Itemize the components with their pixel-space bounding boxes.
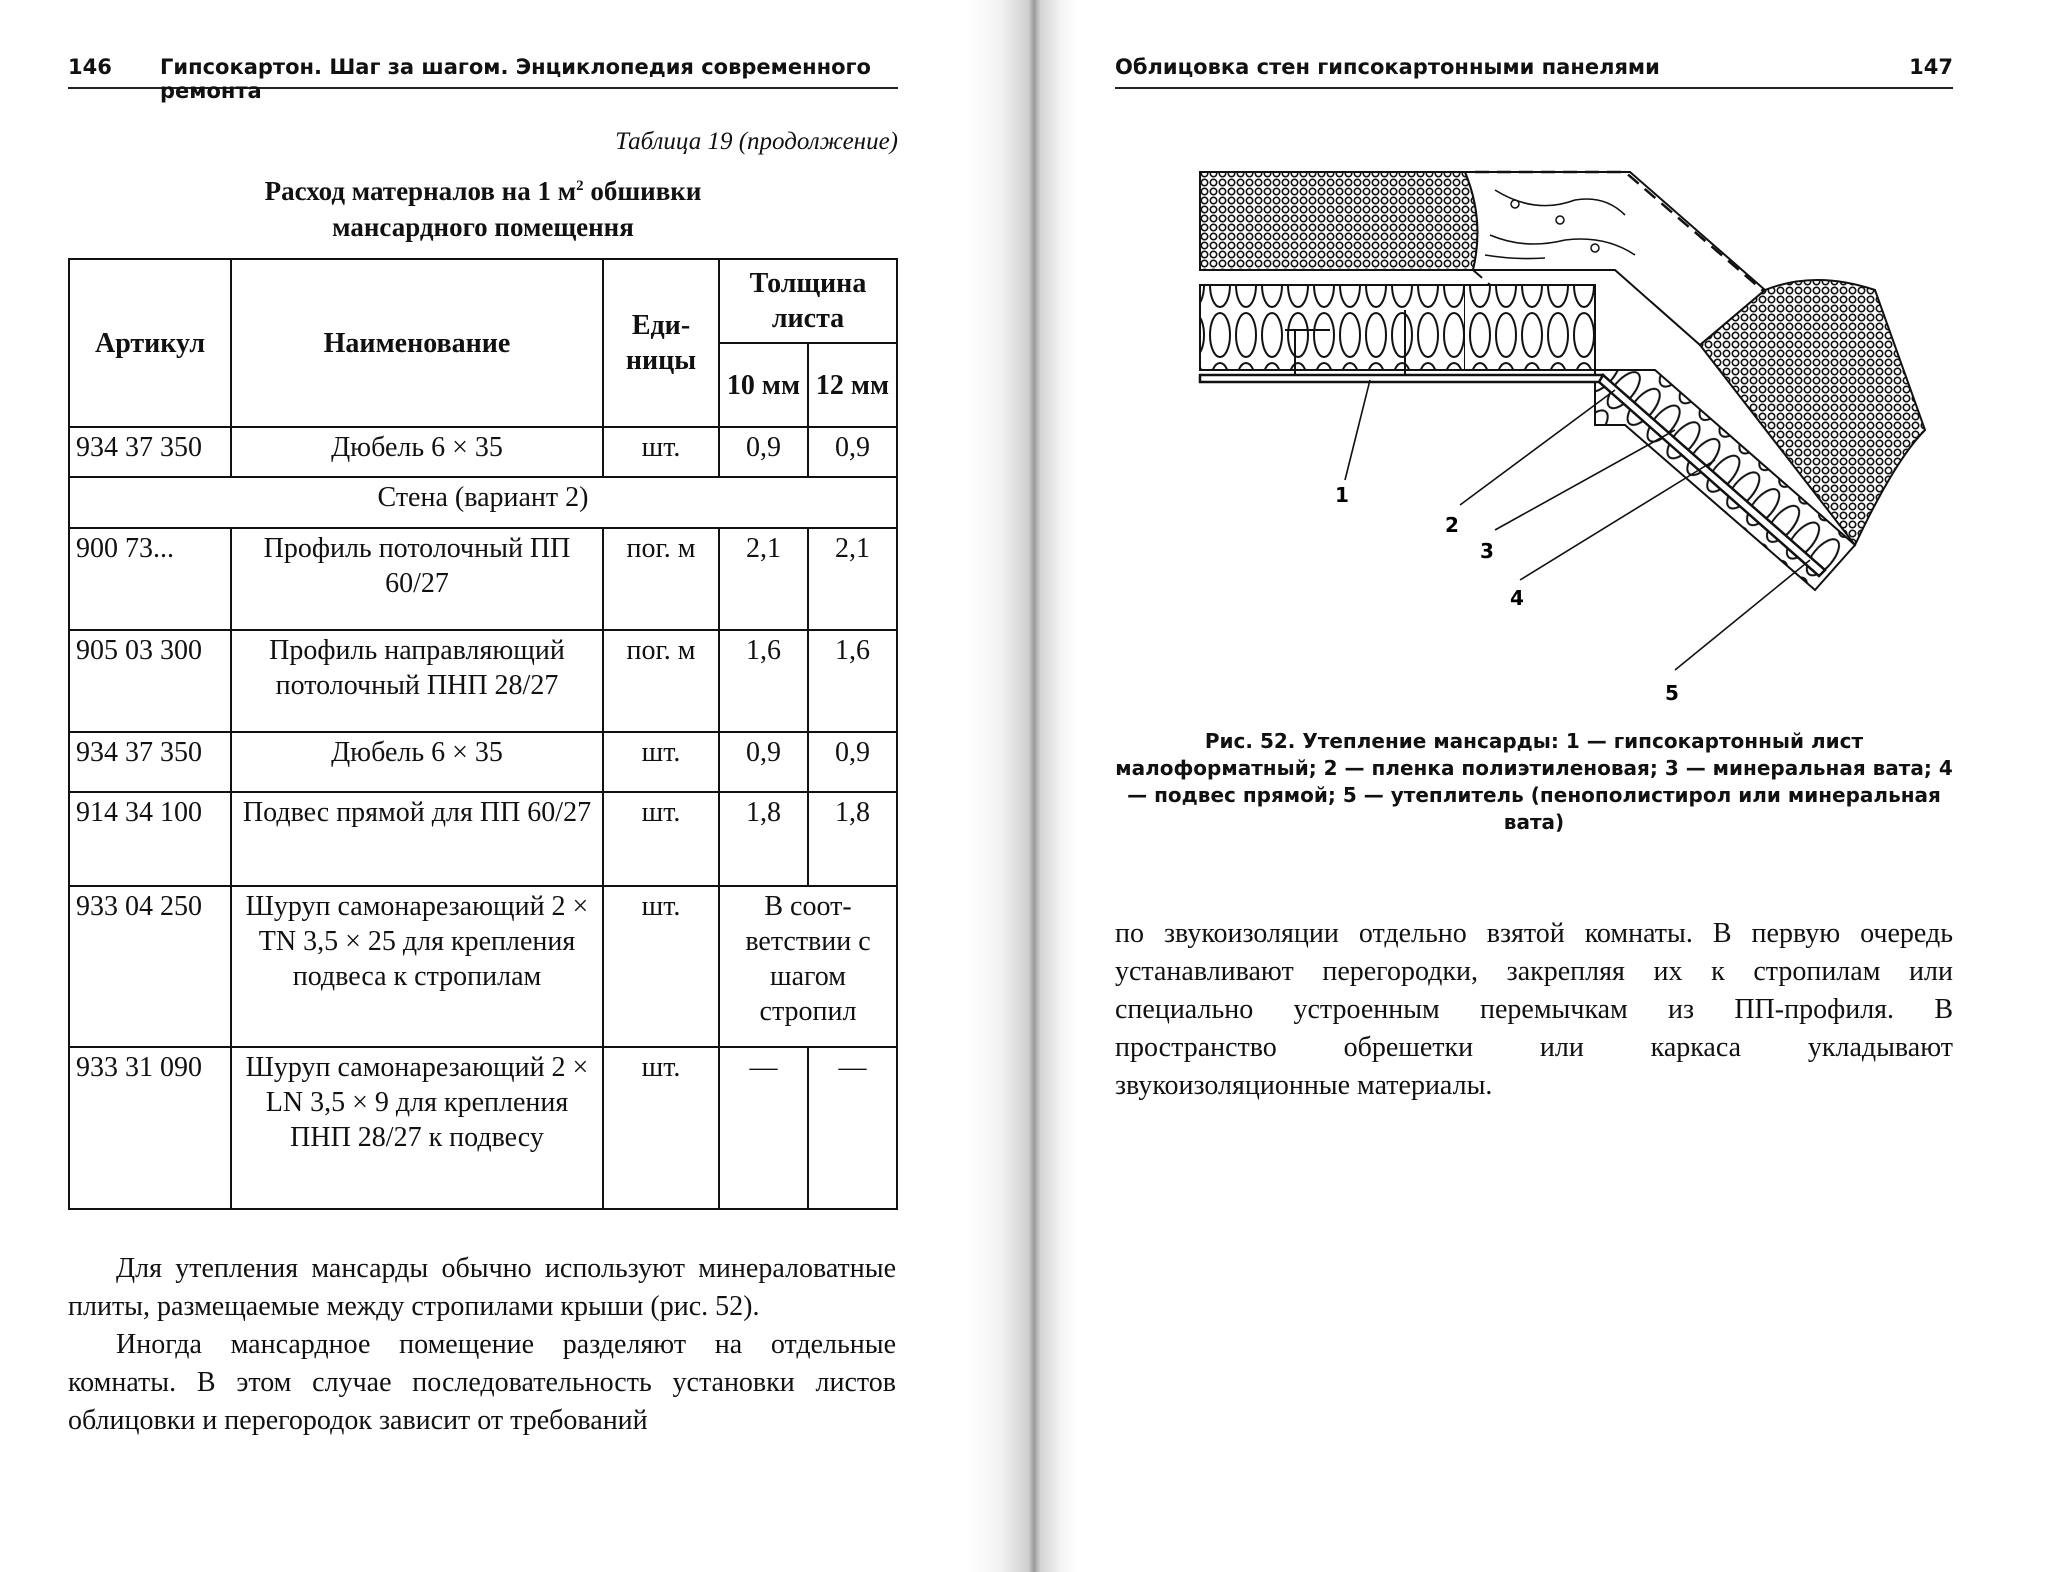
header-article: Артикул (69, 259, 231, 427)
table-row: 914 34 100 Подвес прямой для ПП 60/27 шт. 1,8 1,8 (69, 792, 897, 886)
mineral-wool-horizontal (1200, 285, 1465, 370)
page-number: 147 (1909, 55, 1953, 79)
label-4: 4 (1510, 586, 1524, 610)
running-header (68, 55, 898, 103)
table-row: 933 04 250 Шуруп самонарезающий 2 × TN 3,5 × 25 для крепления подвеса к стропилам шт. В соот-ветствии с шагом стропил (69, 886, 897, 1046)
figure-caption: Рис. 52. Утепление мансарды: 1 — гипсокартонный лист малоформатный; 2 — пленка полиэтиленовая; 3 — минеральная вата; 4 — подвес прямой; 5 — утеплитель (пенополистирол или минеральная вата) (1115, 729, 1953, 834)
running-head-title: Гипсокартон. Шаг за шагом. Энциклопедия современного ремонта (160, 55, 871, 103)
label-1: 1 (1335, 483, 1349, 507)
label-2: 2 (1445, 513, 1459, 537)
left-body-text (68, 1250, 896, 1440)
paragraph: по звукоизоляции отдельно взятой комнаты. В первую очередь устанавливают перегородки, закрепляя их к стропилам или специально устроенным перемычкам из ПП-профиля. В пространство обрешетки или каркаса укладывают звукоизоляционные материалы. (1115, 918, 1953, 1101)
attic-insulation-diagram (1155, 160, 1935, 720)
page-number: 146 (68, 55, 112, 79)
materials-table (68, 258, 898, 1210)
left-page (0, 0, 1010, 1572)
table-section-row: Стена (вариант 2) (69, 477, 897, 527)
table-row: 905 03 300 Профиль направляющий потолочный ПНП 28/27 пог. м 1,6 1,6 (69, 630, 897, 732)
running-header (1115, 55, 1953, 89)
table-caption: Таблица 19 (продолжение) (615, 128, 898, 155)
header-12mm: 12 мм (808, 343, 897, 427)
label-3: 3 (1480, 539, 1494, 563)
header-name: Наименование (231, 259, 603, 427)
header-10mm: 10 мм (719, 343, 808, 427)
right-page (1010, 0, 2048, 1572)
table-row: 933 31 090 Шуруп самонарезающий 2 × LN 3,5 × 9 для крепления ПНП 28/27 к подвесу шт. — — (69, 1047, 897, 1209)
table-row: 900 73... Профиль потолочный ПП 60/27 пог. м 2,1 2,1 (69, 528, 897, 630)
gypsum-board (1200, 375, 1603, 382)
foam-insulation-top (1200, 172, 1478, 270)
table-row: 934 37 350 Дюбель 6 × 35 шт. 0,9 0,9 (69, 732, 897, 792)
paragraph: Иногда мансардное помещение разделяют на отдельные комнаты. В этом случае последовательность установки листов облицовки и перегородок зависит от требований (68, 1329, 896, 1436)
right-body-text (1115, 915, 1953, 1105)
paragraph: Для утепления мансарды обычно используют минераловатные плиты, размещаемые между стропилами крыши (рис. 52). (68, 1253, 896, 1322)
header-thickness: Толщина листа (719, 259, 897, 343)
label-5: 5 (1665, 681, 1679, 705)
running-head-title: Облицовка стен гипсокартонными панелями (1115, 55, 1660, 79)
table-title: Расход матерналов на 1 $м^2$ обшивки мансардного помещення (264, 176, 702, 242)
header-units: Еди-ницы (603, 259, 719, 427)
table-row: 934 37 350 Дюбель 6 × 35 шт. 0,9 0,9 (69, 427, 897, 477)
